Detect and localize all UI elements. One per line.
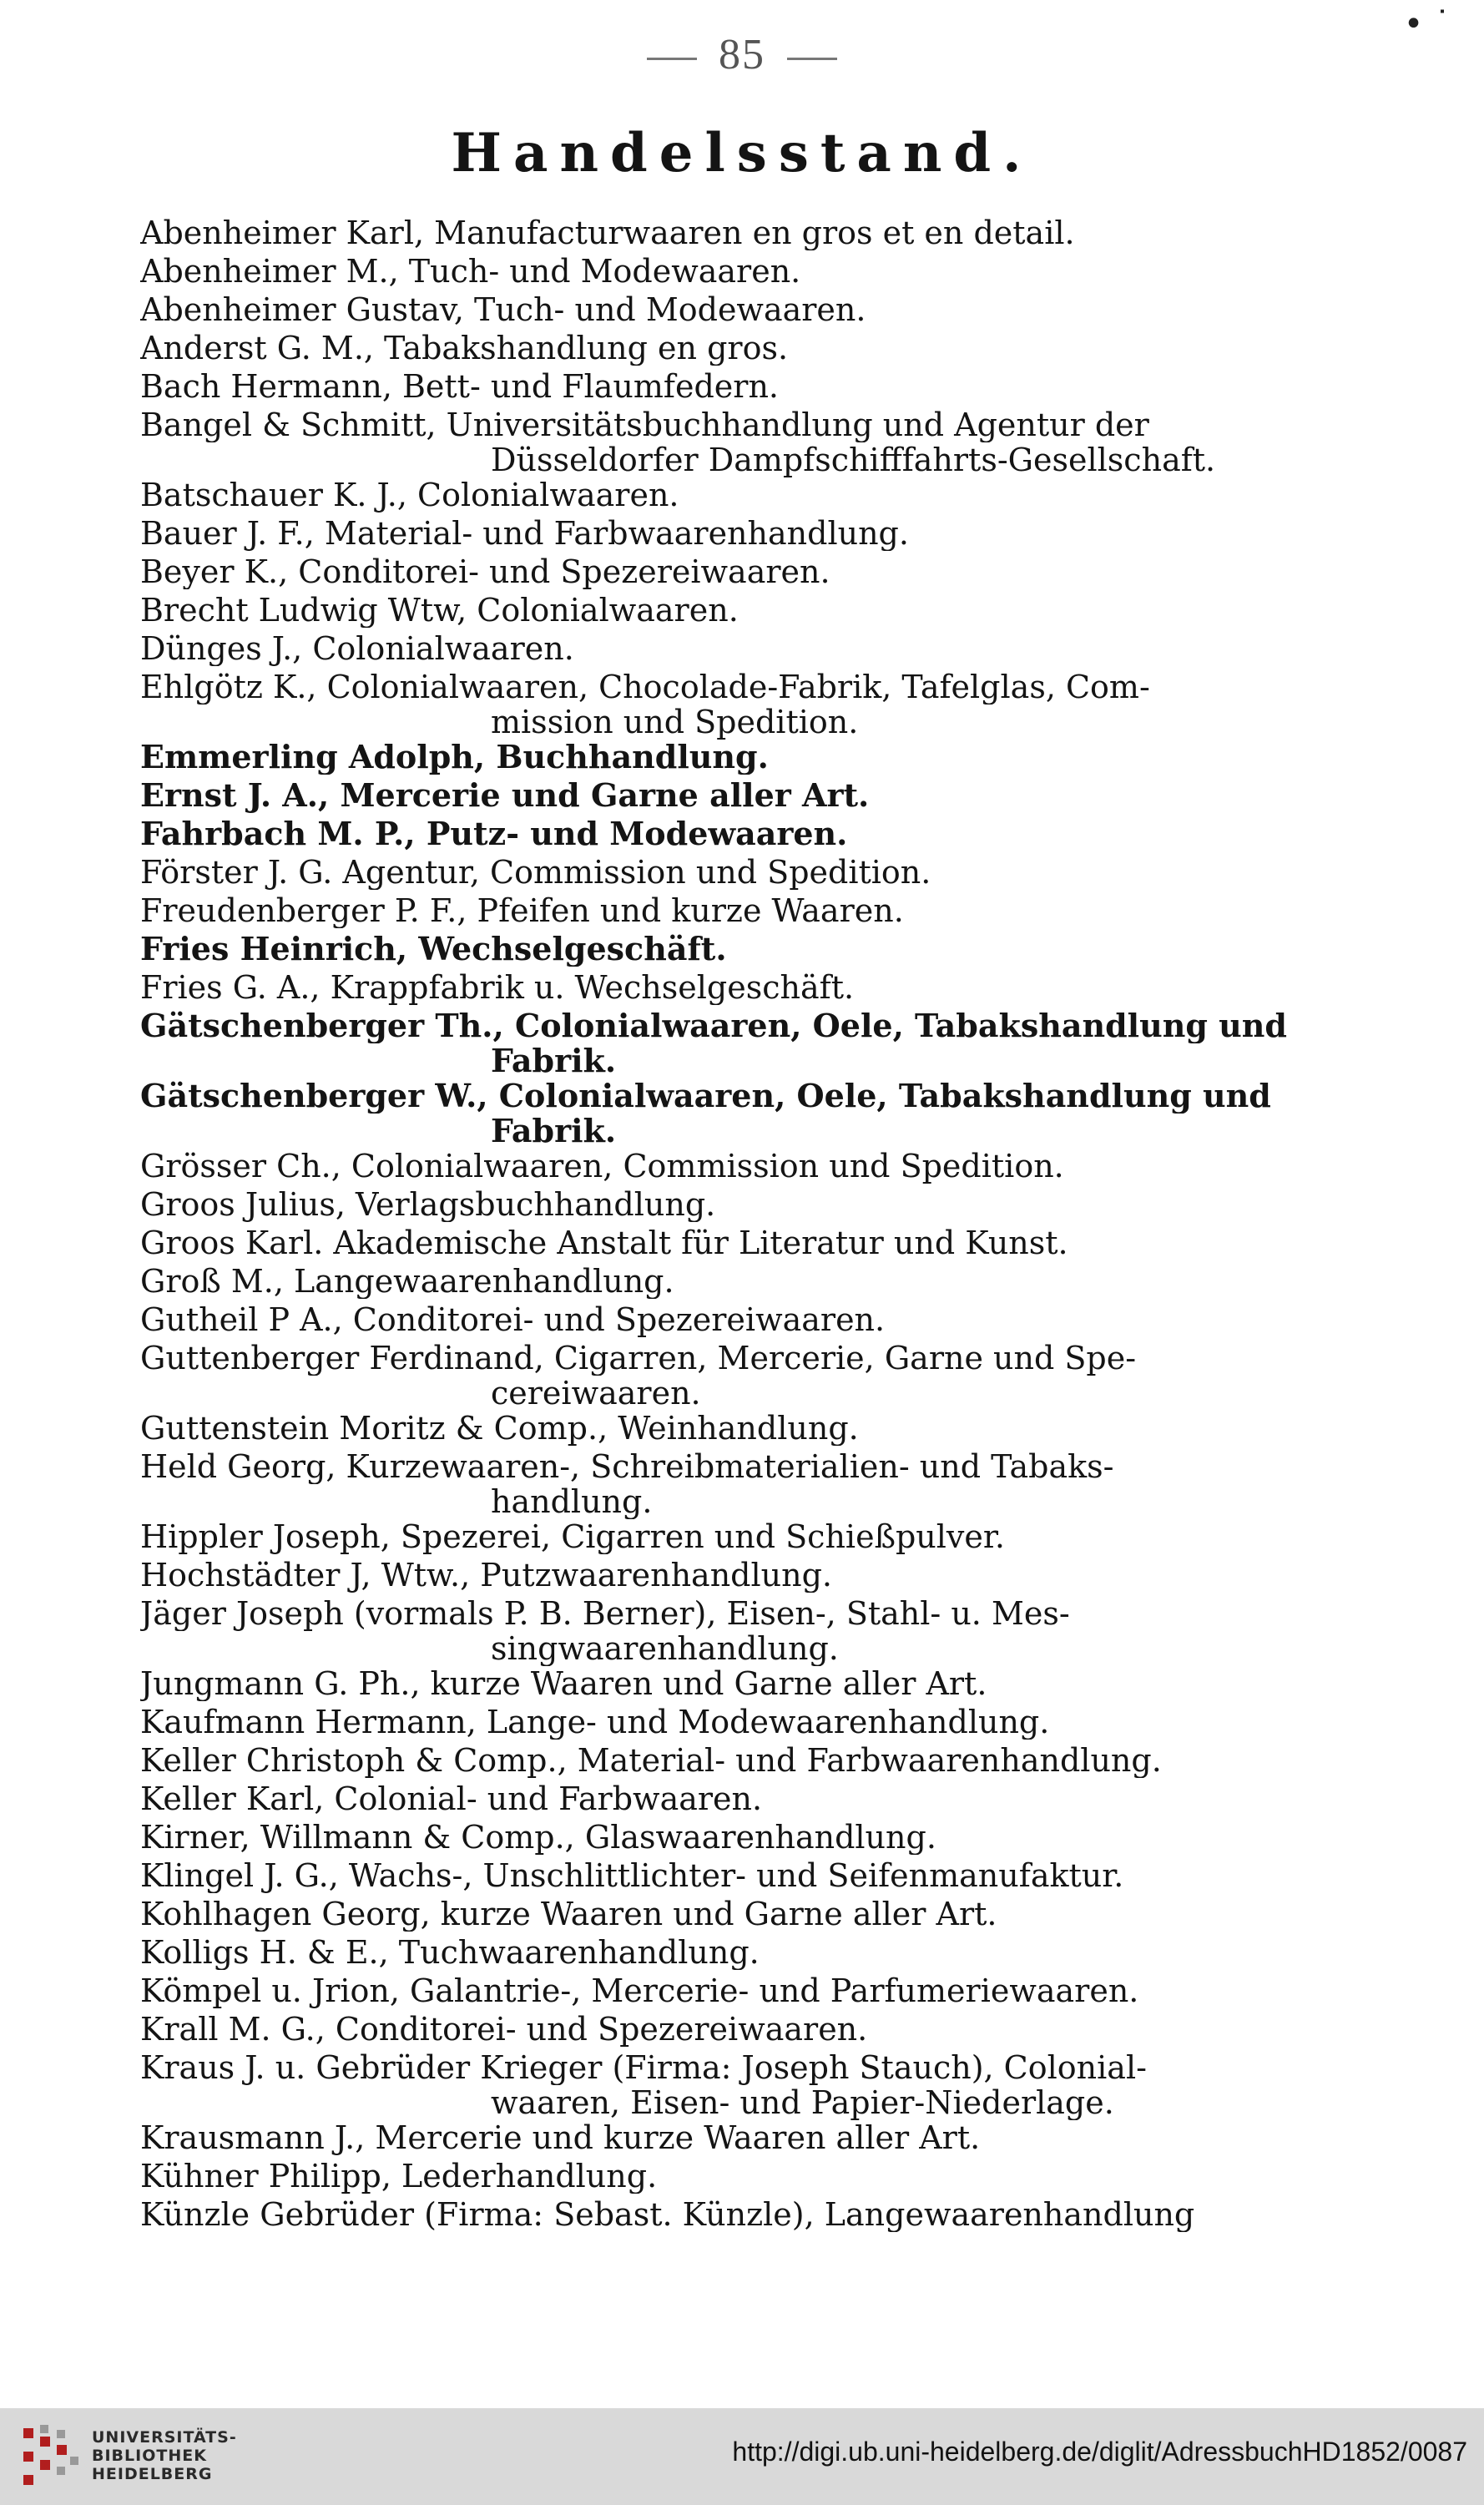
entry-line: Guttenberger Ferdinand, Cigarren, Mercerie, Garne und Spe-	[140, 1341, 1137, 1376]
entry-line: Ehlgötz K., Colonialwaaren, Chocolade-Fabrik, Tafelglas, Com-	[140, 669, 1150, 705]
page-number-row	[0, 30, 1484, 79]
entry-line: Brecht Ludwig Wtw, Colonialwaaren.	[140, 593, 739, 628]
entry-line: Kohlhagen Georg, kurze Waaren und Garne aller Art.	[140, 1896, 997, 1932]
university-library-logo-icon	[18, 2423, 83, 2490]
page-number: 85	[719, 31, 765, 78]
entry-continuation-line: singwaarenhandlung.	[491, 1631, 839, 1666]
entry-line: Kühner Philipp, Lederhandlung.	[140, 2159, 658, 2194]
entry-line: Gutheil P A., Conditorei- und Spezereiwaaren.	[140, 1302, 886, 1337]
directory-entry	[140, 554, 1325, 593]
entry-line: Ernst J. A., Mercerie und Garne aller Art.	[140, 778, 870, 813]
section-heading: Handelsstand.	[451, 122, 1033, 184]
directory-entry	[140, 1705, 1325, 1743]
directory-entry	[140, 1519, 1325, 1558]
entry-line: Krausmann J., Mercerie und kurze Waaren aller Art.	[140, 2120, 981, 2155]
entry-line: Beyer K., Conditorei- und Spezereiwaaren.	[140, 554, 830, 589]
directory-entry	[140, 331, 1325, 369]
entry-line: Abenheimer M., Tuch- und Modewaaren.	[140, 254, 801, 289]
corner-marks: • ˙	[1403, 5, 1451, 43]
entry-continuation-line: cereiwaaren.	[491, 1376, 701, 1411]
directory-entry	[140, 1743, 1325, 1781]
entry-line: Groos Karl. Akademische Anstalt für Literatur und Kunst.	[140, 1225, 1068, 1260]
directory-entry	[140, 2012, 1325, 2050]
entry-continuation-line: mission und Spedition.	[491, 705, 859, 740]
footer-bar	[0, 2408, 1484, 2505]
library-name	[92, 2428, 237, 2483]
entry-line: Abenheimer Gustav, Tuch- und Modewaaren.	[140, 292, 866, 327]
directory-entry	[140, 1973, 1325, 2012]
directory-entry	[140, 215, 1325, 254]
entry-line: Gätschenberger W., Colonialwaaren, Oele, Tabakshandlung und	[140, 1078, 1271, 1114]
entry-line: Kolligs H. & E., Tuchwaarenhandlung.	[140, 1935, 760, 1970]
directory-entry	[140, 1149, 1325, 1187]
entry-line: Fahrbach M. P., Putz- und Modewaaren.	[140, 816, 848, 851]
directory-entry	[140, 1896, 1325, 1935]
entry-line: Gätschenberger Th., Colonialwaaren, Oele, Tabakshandlung und	[140, 1008, 1287, 1043]
directory-entry	[140, 816, 1325, 855]
entry-line: Guttenstein Moritz & Comp., Weinhandlung.	[140, 1411, 859, 1446]
source-url-link[interactable]: http://digi.ub.uni-heidelberg.de/diglit/AdressbuchHD1852/0087	[732, 2437, 1467, 2467]
entry-line: Fries Heinrich, Wechselgeschäft.	[140, 932, 727, 967]
entry-line: Batschauer K. J., Colonialwaaren.	[140, 477, 679, 513]
library-name-line: HEIDELBERG	[92, 2465, 213, 2483]
directory-entry	[140, 855, 1325, 893]
entry-line: Kirner, Willmann & Comp., Glaswaarenhandlung.	[140, 1820, 936, 1855]
entry-line: Hippler Joseph, Spezerei, Cigarren und Schießpulver.	[140, 1519, 1005, 1554]
entry-line: Bangel & Schmitt, Universitätsbuchhandlung und Agentur der	[140, 407, 1149, 442]
entry-line: Künzle Gebrüder (Firma: Sebast. Künzle), Langewaarenhandlung	[140, 2197, 1195, 2232]
directory-entry	[140, 778, 1325, 816]
directory-entry	[140, 2120, 1325, 2159]
entry-line: Freudenberger P. F., Pfeifen und kurze Waaren.	[140, 893, 904, 928]
entry-line: Hochstädter J, Wtw., Putzwaarenhandlung.	[140, 1558, 833, 1593]
entry-line: Bauer J. F., Material- und Farbwaarenhandlung.	[140, 516, 909, 551]
directory-entry	[140, 1302, 1325, 1341]
entry-line: Emmerling Adolph, Buchhandlung.	[140, 740, 769, 775]
entry-line: Förster J. G. Agentur, Commission und Spedition.	[140, 855, 931, 890]
entry-line: Keller Christoph & Comp., Material- und Farbwaarenhandlung.	[140, 1743, 1162, 1778]
directory-entry	[140, 1935, 1325, 1973]
directory-entry	[140, 669, 1325, 740]
directory-entry	[140, 254, 1325, 292]
directory-entry	[140, 1264, 1325, 1302]
entry-line: Kömpel u. Jrion, Galantrie-, Mercerie- und Parfumeriewaaren.	[140, 1973, 1139, 2008]
directory-entry	[140, 369, 1325, 407]
directory-entry	[140, 1187, 1325, 1225]
directory-entry	[140, 1558, 1325, 1596]
entry-line: Abenheimer Karl, Manufacturwaaren en gros et en detail.	[140, 215, 1075, 250]
left-dash	[647, 58, 697, 60]
directory-entry	[140, 1858, 1325, 1896]
entry-line: Bach Hermann, Bett- und Flaumfedern.	[140, 369, 779, 404]
library-name-line: BIBLIOTHEK	[92, 2447, 207, 2465]
entry-line: Grösser Ch., Colonialwaaren, Commission und Spedition.	[140, 1149, 1064, 1184]
directory-entry	[140, 631, 1325, 669]
entry-line: Krall M. G., Conditorei- und Spezereiwaaren.	[140, 2012, 868, 2047]
right-dash	[787, 58, 837, 60]
directory-entry	[140, 1411, 1325, 1449]
directory-entry	[140, 2197, 1325, 2235]
library-name-line: UNIVERSITÄTS-	[92, 2428, 237, 2447]
entry-line: Jungmann G. Ph., kurze Waaren und Garne aller Art.	[140, 1666, 987, 1701]
directory-entry	[140, 1781, 1325, 1820]
directory-entry	[140, 970, 1325, 1008]
directory-entry	[140, 407, 1325, 477]
directory-entry	[140, 1225, 1325, 1264]
directory-entry	[140, 2050, 1325, 2120]
directory-entry	[140, 2159, 1325, 2197]
directory-list	[140, 215, 1325, 2235]
directory-entry	[140, 1596, 1325, 1666]
entry-line: Keller Karl, Colonial- und Farbwaaren.	[140, 1781, 763, 1816]
entry-line: Groos Julius, Verlagsbuchhandlung.	[140, 1187, 716, 1222]
directory-entry	[140, 1078, 1325, 1149]
entry-line: Kraus J. u. Gebrüder Krieger (Firma: Joseph Stauch), Colonial-	[140, 2050, 1147, 2085]
entry-continuation-line: Fabrik.	[491, 1114, 617, 1149]
directory-entry	[140, 932, 1325, 970]
directory-entry	[140, 740, 1325, 778]
directory-entry	[140, 1449, 1325, 1519]
entry-line: Dünges J., Colonialwaaren.	[140, 631, 574, 666]
directory-entry	[140, 893, 1325, 932]
entry-continuation-line: Fabrik.	[491, 1043, 617, 1078]
entry-line: Groß M., Langewaarenhandlung.	[140, 1264, 674, 1299]
directory-entry	[140, 1666, 1325, 1705]
directory-entry	[140, 593, 1325, 631]
entry-line: Held Georg, Kurzewaaren-, Schreibmaterialien- und Tabaks-	[140, 1449, 1114, 1484]
entry-continuation-line: Düsseldorfer Dampfschifffahrts-Gesellschaft.	[491, 442, 1216, 477]
entry-line: Kaufmann Hermann, Lange- und Modewaarenhandlung.	[140, 1705, 1050, 1740]
directory-entry	[140, 1820, 1325, 1858]
entry-continuation-line: waaren, Eisen- und Papier-Niederlage.	[491, 2085, 1114, 2120]
entry-line: Jäger Joseph (vormals P. B. Berner), Eisen-, Stahl- u. Mes-	[140, 1596, 1070, 1631]
entry-continuation-line: handlung.	[491, 1484, 653, 1519]
entry-line: Anderst G. M., Tabakshandlung en gros.	[140, 331, 789, 366]
directory-entry	[140, 1008, 1325, 1078]
directory-entry	[140, 477, 1325, 516]
entry-line: Fries G. A., Krappfabrik u. Wechselgeschäft.	[140, 970, 855, 1005]
directory-entry	[140, 516, 1325, 554]
entry-line: Klingel J. G., Wachs-, Unschlittlichter- und Seifenmanufaktur.	[140, 1858, 1124, 1893]
directory-entry	[140, 1341, 1325, 1411]
directory-entry	[140, 292, 1325, 331]
